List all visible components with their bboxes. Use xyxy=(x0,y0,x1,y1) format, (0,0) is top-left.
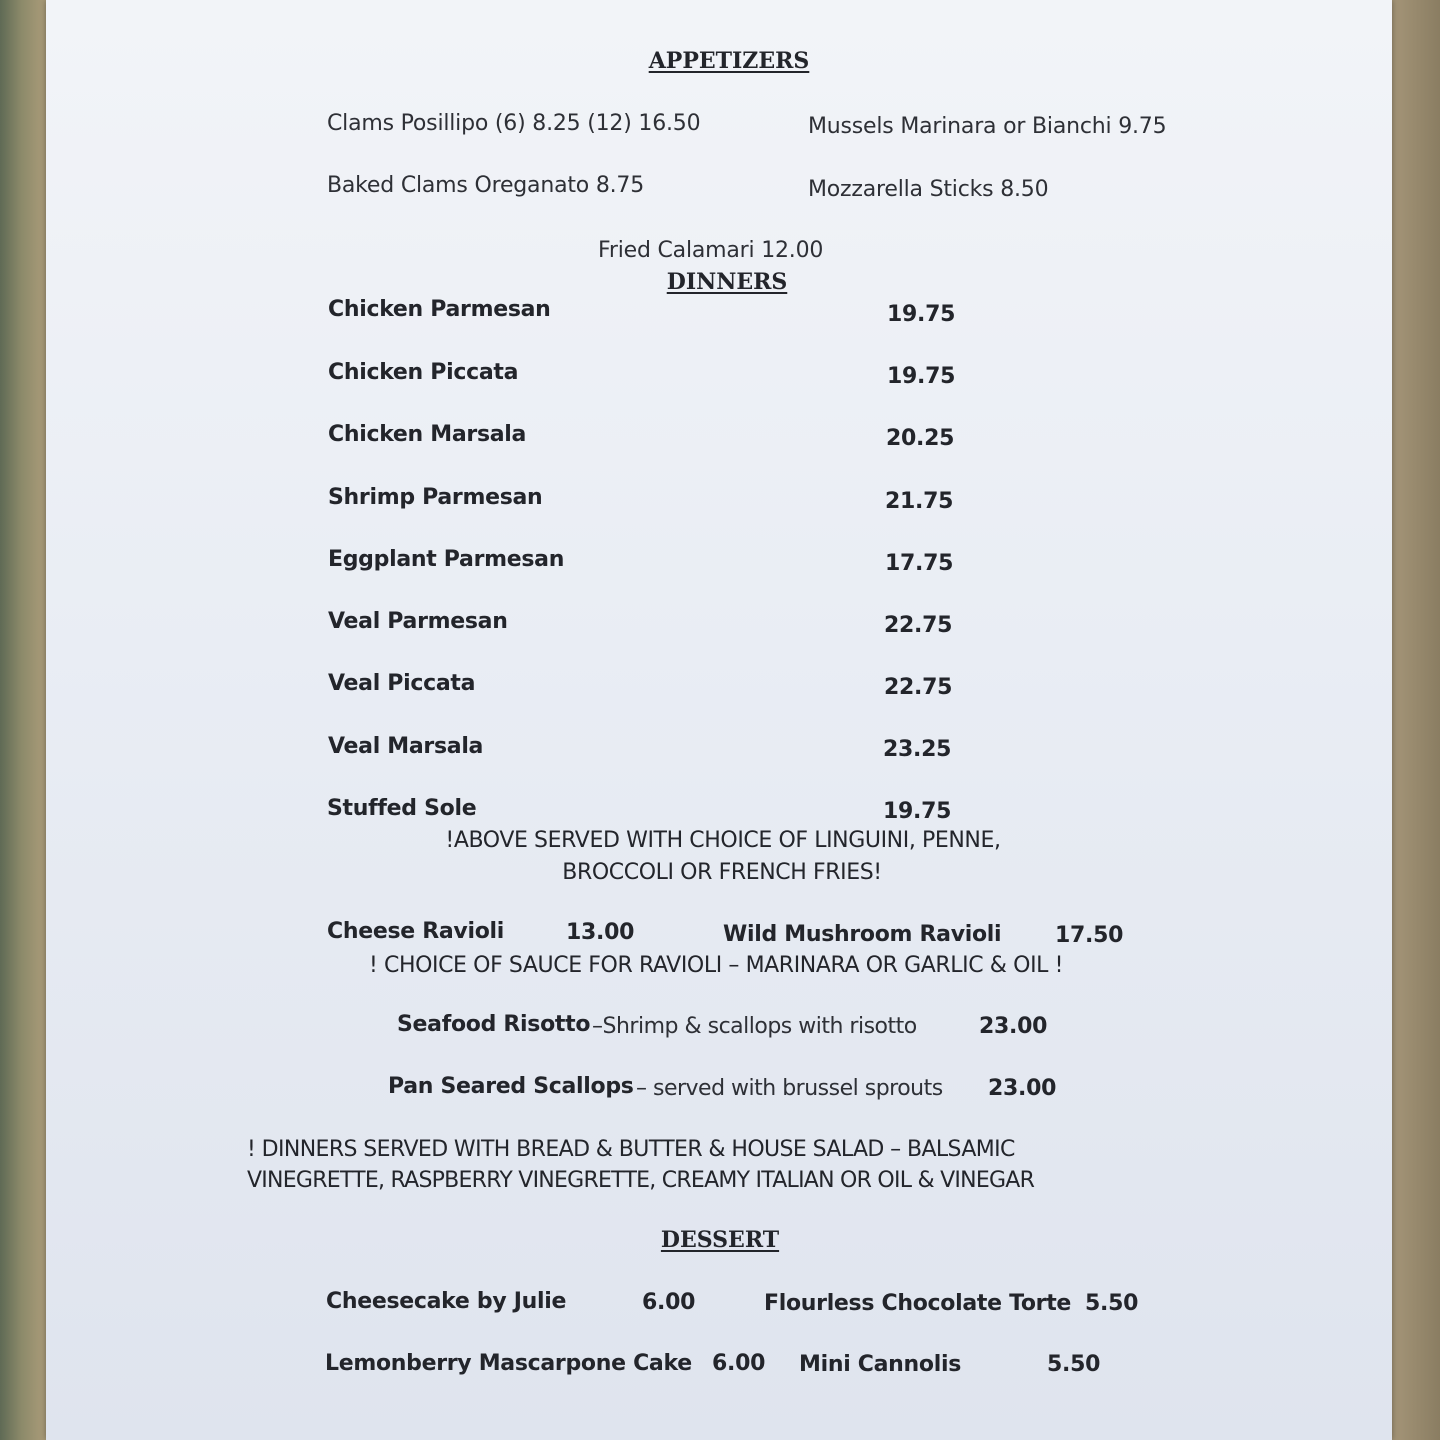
sides-note: !ABOVE SERVED WITH CHOICE OF LINGUINI, PENNE, xyxy=(445,828,1001,853)
pan-seared-scallops-desc: – served with brussel sprouts xyxy=(636,1076,943,1101)
mussels-item: Mussels Marinara or Bianchi 9.75 xyxy=(808,114,1167,139)
dinner-item-name: Veal Parmesan xyxy=(328,609,508,634)
menu-paper xyxy=(46,0,1392,1440)
dinner-item-name: Chicken Piccata xyxy=(328,360,519,385)
dinner-item-name: Veal Marsala xyxy=(328,734,484,759)
dinner-item-name: Stuffed Sole xyxy=(327,796,477,821)
dinner-item-price: 17.75 xyxy=(885,551,954,576)
dinner-item-price: 22.75 xyxy=(884,613,953,638)
ravioli-sauce-note: ! CHOICE OF SAUCE FOR RAVIOLI – MARINARA OR GARLIC & OIL ! xyxy=(368,953,1064,978)
dinners-heading: DINNERS xyxy=(666,269,788,295)
dinner-item-name: Chicken Parmesan xyxy=(328,297,551,322)
clams-posillipo-item: Clams Posillipo (6) 8.25 (12) 16.50 xyxy=(327,111,701,136)
dessert-heading: DESSERT xyxy=(660,1227,780,1253)
wild-mushroom-ravioli-name: Wild Mushroom Ravioli xyxy=(723,922,1002,947)
salad-note: ! DINNERS SERVED WITH BREAD & BUTTER & HOUSE SALAD – BALSAMIC xyxy=(247,1137,1015,1162)
dinner-item-name: Shrimp Parmesan xyxy=(328,485,543,510)
dinner-item-price: 21.75 xyxy=(885,489,954,514)
mini-cannolis-price: 5.50 xyxy=(1047,1352,1101,1377)
appetizers-heading: APPETIZERS xyxy=(648,48,810,74)
wild-mushroom-ravioli-price: 17.50 xyxy=(1055,923,1124,948)
pan-seared-scallops-name: Pan Seared Scallops xyxy=(388,1074,634,1099)
mini-cannolis-name: Mini Cannolis xyxy=(799,1352,962,1377)
baked-clams-item: Baked Clams Oreganato 8.75 xyxy=(327,173,645,198)
fried-calamari-item: Fried Calamari 12.00 xyxy=(598,238,824,263)
pan-seared-scallops-price: 23.00 xyxy=(988,1076,1057,1101)
lemonberry-cake-name: Lemonberry Mascarpone Cake xyxy=(325,1351,692,1376)
dinner-item-name: Chicken Marsala xyxy=(328,422,527,447)
dinner-item-price: 19.75 xyxy=(887,364,956,389)
sides-note: BROCCOLI OR FRENCH FRIES! xyxy=(562,860,882,885)
lemonberry-cake-price: 6.00 xyxy=(712,1351,766,1376)
dinner-item-price: 19.75 xyxy=(887,302,956,327)
salad-note: VINEGRETTE, RASPBERRY VINEGRETTE, CREAMY ITALIAN OR OIL & VINEGAR xyxy=(247,1168,1035,1193)
mozzarella-sticks-item: Mozzarella Sticks 8.50 xyxy=(808,177,1049,202)
seafood-risotto-name: Seafood Risotto xyxy=(397,1012,591,1037)
dinner-item-name: Veal Piccata xyxy=(328,671,476,696)
seafood-risotto-desc: –Shrimp & scallops with risotto xyxy=(592,1014,917,1039)
dinner-item-price: 22.75 xyxy=(884,675,953,700)
cheesecake-price: 6.00 xyxy=(642,1290,696,1315)
cheese-ravioli-name: Cheese Ravioli xyxy=(327,919,504,944)
cheesecake-name: Cheesecake by Julie xyxy=(326,1289,567,1314)
dinner-item-price: 23.25 xyxy=(883,737,952,762)
torte-price: 5.50 xyxy=(1085,1291,1139,1316)
dinner-item-price: 20.25 xyxy=(886,426,955,451)
torte-name: Flourless Chocolate Torte xyxy=(764,1291,1072,1316)
cheese-ravioli-price: 13.00 xyxy=(566,920,635,945)
dinner-item-price: 19.75 xyxy=(883,799,952,824)
seafood-risotto-price: 23.00 xyxy=(979,1014,1048,1039)
dinner-item-name: Eggplant Parmesan xyxy=(328,547,565,572)
